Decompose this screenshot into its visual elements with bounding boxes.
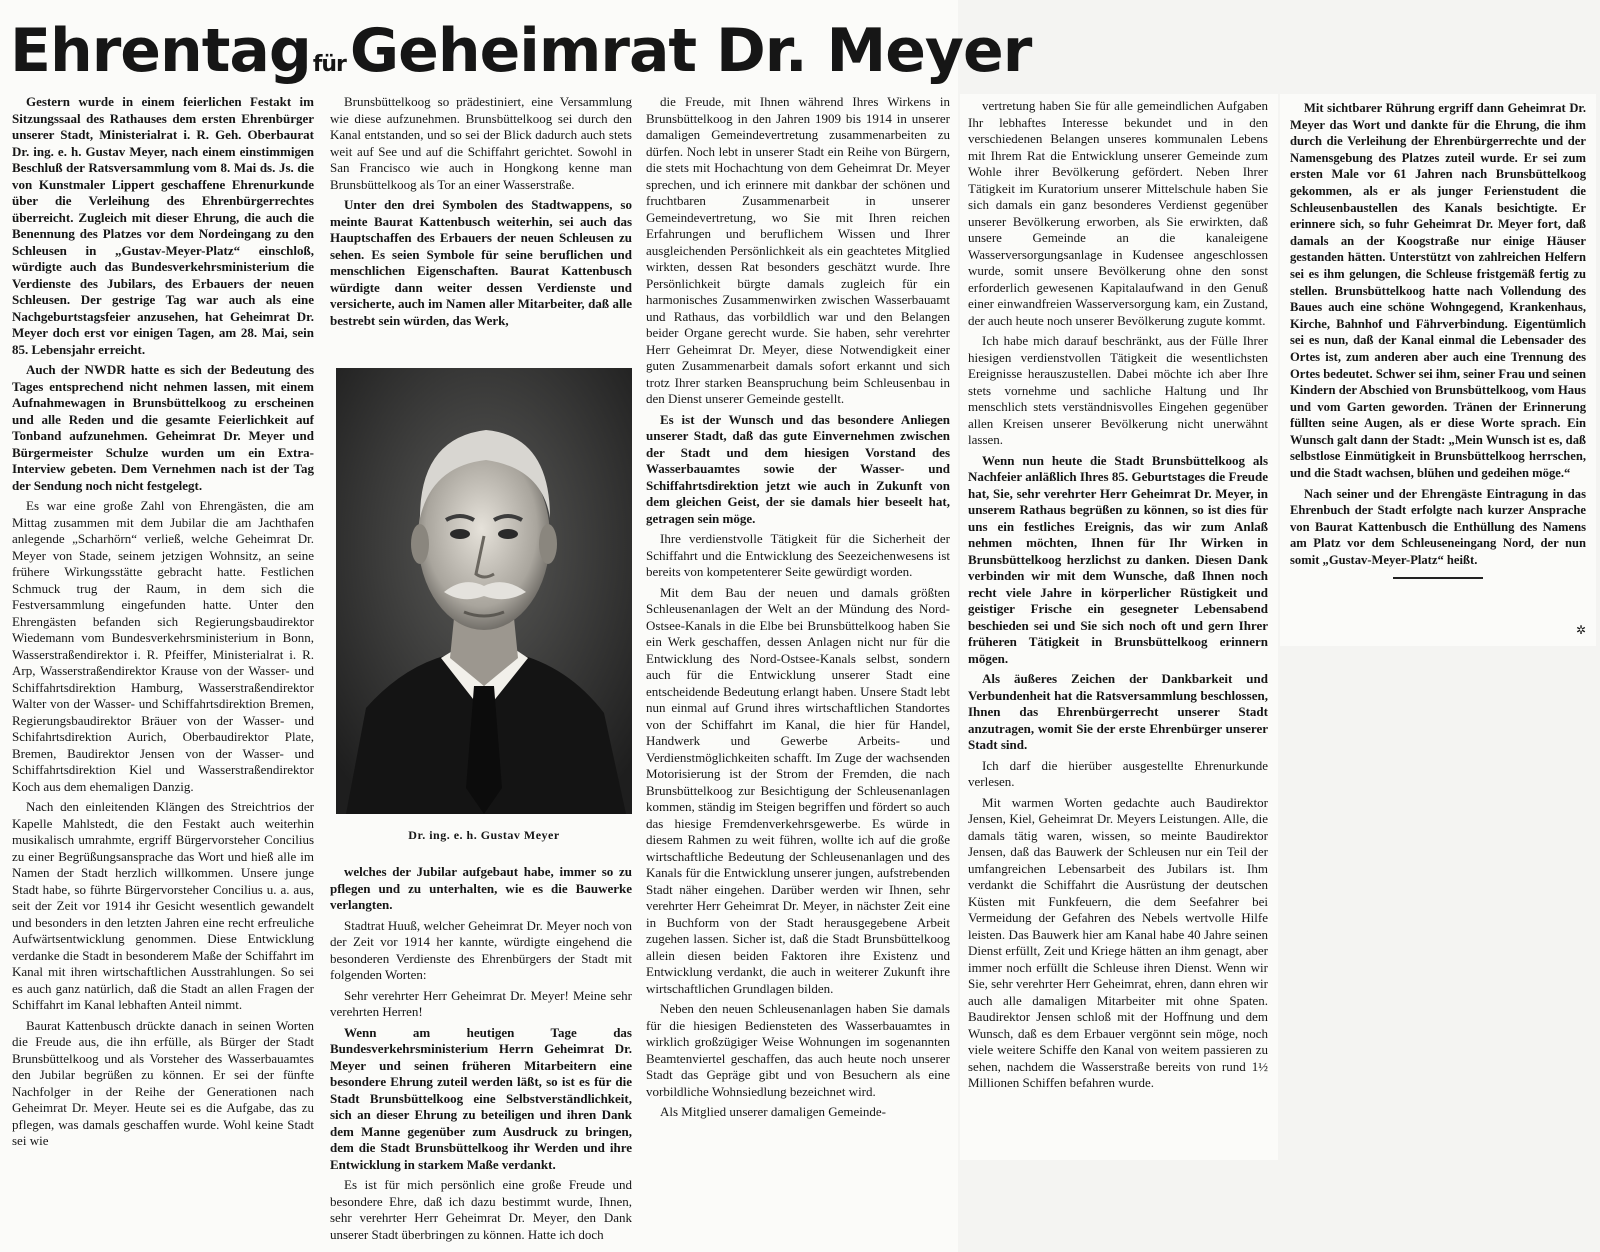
paragraph: Es ist für mich persönlich eine große Freude und besondere Ehre, daß ich dazu bestimmt wurde, Ihnen, sehr verehrter Herr Geheimrat Dr. Meyer, den Dank unserer Stadt überbringen zu können. Hatte ich doch: [330, 1177, 632, 1242]
headline: [10, 12, 1032, 90]
column-2-top: [330, 94, 632, 360]
paragraph: Auch der NWDR hatte es sich der Bedeutung des Tages entsprechend nicht nehmen lassen, mit einem Aufnahmewagen in Brunsbüttelkoog zu erscheinen und alle Reden und die gesamte Feierlichkeit auf Tonband aufzunehmen. Geheimrat Dr. Meyer und Bürgermeister Schulze wurden um ein Extra-Interview gebeten. Dem Vernehmen nach ist der Tag der Sendung noch nicht festgelegt.: [12, 362, 314, 493]
paragraph: Als Mitglied unserer damaligen Gemeinde-: [660, 1104, 886, 1119]
column-2-bottom: [330, 864, 632, 1244]
paragraph: Mit sichtbarer Rührung ergriff dann Geheimrat Dr. Meyer das Wort und dankte für die Ehrung, die ihm durch die Verleihung der Ehrenbürgerrechte und der Namensgebung des Platzes zuteil wurde. Er sei zum ersten Male vor 61 Jahren nach Brunsbüttelkoog gekommen, als er als junger Ferienstudent die Schleusenbaustellen des Kanals besichtigte. Er erinnere sich, so fuhr Geheimrat Dr. Meyer fort, daß damals an der Koogstraße nur einige Häuser gestanden hätten. Unterstützt von zahlreichen Helfern sei es ihm gelungen, die Schleuse fristgemäß fertig zu stellen. Brunsbüttelkoog hatte nach Vollendung des Baues auch eine schöne Wohngegend, Krankenhaus, Kirche, Bahnhof und Fährverbindung. Eigentümlich sei es nun, daß der Kanal einmal die Lebensader des Ortes ist, zum anderen aber auch eine Trennung des Ortes bedeutet. Schwer sei ihm, seiner Frau und seinen Kindern der Abschied von Brunsbüttelkoog, vom Haus und vom Garten geworden. Tränen der Erinnerung füllten seine Augen, als er diese Worte sprach. Ein Wunsch galt dann der Stadt: „Mein Wunsch ist es, daß selbstlose Einmütigkeit in Brunsbüttelkoog herrschen, und die Stadt wachsen, blühen und gedeihen möge.“: [1290, 101, 1586, 481]
photo-caption: Dr. ing. e. h. Gustav Meyer: [408, 828, 560, 842]
newspaper-clipping-column-5: [1280, 94, 1596, 646]
portrait-photo: [336, 368, 632, 814]
paragraph: Ihre verdienstvolle Tätigkeit für die Sicherheit der Schiffahrt und die Entwicklung des Seezeichenwesens ist bereits von kompetenterer Seite gewürdigt worden.: [646, 531, 950, 579]
paragraph: Unter den drei Symbolen des Stadtwappens, so meinte Baurat Kattenbusch weiterhin, sei auch das Hauptschaffen des Erbauers der neuen Schleusen zu sehen. Es seien Symbole für seine beruflichen und menschlichen Eigenschaften. Baurat Kattenbusch würdigte dann weiter dessen Verdienste und versicherte, auch im Namen aller Mitarbeiter, daß alle bestrebt sein würden, das Werk,: [330, 197, 632, 328]
paragraph: Brunsbüttelkoog so prädestiniert, eine Versammlung wie diese aufzunehmen. Brunsbüttelkoog sei durch den Kanal entstanden, und so sei der Blick dadurch auch stets weit auf See und auf die Schiffahrt gerichtet. Sowohl in San Francisco wie auch in Hongkong kenne man Brunsbüttelkoog als Tor an einer Wasserstraße.: [330, 94, 632, 192]
headline-part1: Ehrentag: [10, 16, 311, 86]
paragraph: vertretung haben Sie für alle gemeindlichen Aufgaben Ihr lebhaftes Interesse bekundet und in den verschiedenen Belangen unseres kommunalen Lebens mit Ihrem Rat die Entwicklung unserer Gemeinde zum Wohle ihrer Bevölkerung gefördert. Neben Ihrer Tätigkeit im Kuratorium unserer Mittelschule haben Sie sich damals ein ganz besonderes Verdienst gegenüber unserer Bevölkerung erworben, als Sie erwirkten, daß unsere Gemeinde an die kanaleigene Wasserversorgungsanlage in Kudensee angeschlossen wurde, somit unsere Bevölkerung ohne den sonst erforderlich gewesenen Kapitalaufwand in den Genuß einer einwandfreien Wasserversorgung kam, ein Zustand, der auch heute noch unserer Bevölkerung zugute kommt.: [968, 98, 1268, 328]
end-rule: [1393, 577, 1483, 579]
paragraph: Gestern wurde in einem feierlichen Festakt im Sitzungssaal des Rathauses dem ersten Ehrenbürger unserer Stadt, Ministerialrat i. R. Geh. Oberbaurat Dr. ing. e. h. Gustav Meyer, nach einem einstimmigen Beschluß der Ratsversammlung vom 8. Mai ds. Js. die von Kunstmaler Lippert geschaffene Ehrenurkunde über die Verleihung des Ehrenbürgerrechtes überreicht. Zugleich mit dieser Ehrung, die auch die Benennung des Platzes vor dem Nordeingang zu den Schleusen in „Gustav-Meyer-Platz“ einschloß, würdigte auch das Bundesverkehrsministerium die Verdienste des Jubilars, des Erbauers der neuen Schleusen. Der gestrige Tag war auch als eine Nachgeburtstagsfeier anzusehen, hat Geheimrat Dr. Meyer doch erst vor einigen Tagen, am 28. Mai, sein 85. Lebensjahr erreicht.: [12, 94, 314, 357]
column-5: [1290, 100, 1586, 640]
newspaper-clipping-column-4: [960, 94, 1278, 1160]
paragraph: Sehr verehrter Herr Geheimrat Dr. Meyer! Meine sehr verehrten Herren!: [330, 987, 632, 1019]
paragraph: Stadtrat Huuß, welcher Geheimrat Dr. Meyer noch von der Zeit vor 1914 her kannte, würdigte eingehend die besonderen Verdienste des Ehrenbürgers der Stadt mit folgenden Worten:: [330, 917, 632, 982]
paragraph: Nach seiner und der Ehrengäste Eintragung in das Ehrenbuch der Stadt erfolgte nach kurzer Ansprache von Baurat Kattenbusch die Enthüllung des Namens am Platz vor dem Schleuseneingang Nord, der nun somit „Gustav-Meyer-Platz“ heißt.: [1290, 486, 1586, 568]
headline-part2: Geheimrat Dr. Meyer: [349, 16, 1032, 86]
paragraph: Nach den einleitenden Klängen des Streichtrios der Kapelle Mahlstedt, die den Festakt auch weiterhin musikalisch umrahmte, ergriff Bürgervorsteher Concilius zu einer Begrüßungsansprache das Wort und hieß alle im Namen der Stadt herzlich willkommen. Unsere junge Stadt habe, so führte Bürgervorsteher Concilius u. a. aus, seit der Zeit vor 1914 ihr Gesicht wesentlich gewandelt und besonders in den letzten Jahren eine recht erfreuliche Aufwärtsentwicklung genommen. Diese Entwicklung verdanke die Stadt in besonderem Maße der Schiffahrt im Kanal mit ihren wirtschaftlichen Ausstrahlungen. So sei es auch ganz natürlich, daß die Stadt an allen Fragen der Schiffahrt im Kanal lebhaften Anteil nimmt.: [12, 799, 314, 1012]
paragraph: Ich darf die hierüber ausgestellte Ehrenurkunde verlesen.: [968, 757, 1268, 789]
column-3: [646, 94, 950, 1244]
headline-connector: für: [312, 52, 346, 77]
paragraph: Ich habe mich darauf beschränkt, aus der Fülle Ihrer hiesigen verdienstvollen Tätigkeit die wesentlichsten Ereignisse herauszustellen. Dabei möchte ich aber Ihre stets vornehme und sachliche Haltung und Ihr menschlich stets verständnisvolles Eingehen gegenüber allen Kreisen unserer Bevölkerung nicht unerwähnt lassen.: [968, 333, 1268, 447]
end-mark: ✲: [1575, 623, 1586, 637]
paragraph: Baurat Kattenbusch drückte danach in seinen Worten die Freude aus, die ihn erfülle, als Bürger der Stadt Brunsbüttelkoog und als Vorsteher des Wasserbauamtes den Jubilar begrüßen zu können. Er sei der fünfte Nachfolger in der Reihe der Generationen nach Geheimrat Dr. Meyer. Heute sei es die Aufgabe, das zu pflegen, was damals geschaffen wurde. Wohl keine Stadt sei wie: [12, 1017, 314, 1148]
portrait-image: [336, 368, 632, 814]
column-1: [12, 94, 314, 1244]
paragraph: Mit dem Bau der neuen und damals größten Schleusenanlagen der Welt an der Mündung des Nord-Ostsee-Kanals in die Elbe bei Brunsbüttelkoog haben Sie ein Werk geschaffen, dessen Anlagen nicht nur für die Entwicklung des Nord-Ostsee-Kanals selbst, sondern auch für die Entwicklung unserer Stadt eine entscheidende Bedeutung erlangt haben. Unsere Stadt lebt nun einmal auf Grund ihres wirtschaftlichen Standortes von der Schiffahrt im Kanal, die hier für Handel, Handwerk und Gewerbe Arbeits- und Verdienstmöglichkeiten schafft. Im Zuge der wachsenden Motorisierung ist der Strom der Fremden, die nach Brunsbüttelkoog zur Besichtigung der Schleusenanlagen kommen, ständig im Steigen begriffen und fördert so auch das hiesige Fremdenverkehrsgewerbe. Es würde in diesem Rahmen zu weit führen, wollte ich auf die große wirtschaftliche Bedeutung der Schleusenanlagen und des Kanals für die Entwicklung unserer jungen, aufstrebenden Stadt näher eingehen. Darüber werden wir Ihnen, sehr verehrter Herr Geheimrat Dr. Meyer, in nächster Zeit eine in Buchform von der Stadt herausgegebene Arbeit zugehen lassen. Sicher ist, daß die Stadt Brunsbüttelkoog allein diesen beiden Faktoren ihre Existenz und Entwicklung verdankt, die auch in weiterer Zukunft ihre wirtschaftlichen Grundlagen bilden.: [646, 584, 950, 996]
paragraph: Mit warmen Worten gedachte auch Baudirektor Jensen, Kiel, Geheimrat Dr. Meyers Leistungen. Alle, die damals tätig waren, wissen, so meinte Baudirektor Jensen, daß das Bauwerk der Schleusen nur ein Teil der umfangreichen Lebensarbeit des Jubilars ist. Ihm verdankt die Schiffahrt die Ausrüstung der deutschen Küsten mit Funkfeuern, die dem Seefahrer bei Vermeidung der Gefahren des Nebels wertvolle Hilfe leisten. Das Bauwerk hier am Kanal habe 40 Jahre seinen Dienst erfüllt, Zeit und Kriege hätten an ihm genagt, aber immer noch erfüllt die Schleuse ihren Dienst. Wenn wir Sie, sehr verehrter Herr Geheimrat, ehren, dann ehren wir auch alle damaligen Mitarbeiter mit ohne Spaten. Baudirektor Jensen schloß mit der Hoffnung und dem Wunsch, daß es dem Erbauer vergönnt sein möge, noch viele weitere Schiffe den Kanal von weitem passieren zu sehen, nachdem die Wasserstraße bereits von rund 1½ Millionen Schiffen befahren wurde.: [968, 794, 1268, 1090]
paragraph: Neben den neuen Schleusenanlagen haben Sie damals für die hiesigen Bediensteten des Wasserbauamtes in wirklich großzügiger Weise Wohnungen im sogenannten Beamtenviertel geschaffen, das auch heute noch unserer Stadt das Gepräge gibt und von Besuchern als eine vorbildliche Wohnsiedlung bezeichnet wird.: [646, 1001, 950, 1099]
paragraph: Wenn nun heute die Stadt Brunsbüttelkoog als Nachfeier anläßlich Ihres 85. Geburtstages die Freude hat, Sie, sehr verehrter Herr Geheimrat Dr. Meyer, in unserem Rathaus begrüßen zu können, so ist dies für uns ein festliches Ereignis, das wir zum Anlaß nehmen möchten, Ihnen für Ihr Wirken in Brunsbüttelkoog herzlichst zu danken. Diesen Dank verbinden wir mit dem Wunsche, daß Ihnen noch recht viele Jahre in körperlicher Rüstigkeit und geistiger Frische ein gesegneter Lebensabend beschieden sei und Sie sich noch oft und gern Ihrer früheren Tätigkeit in Brunsbüttelkoog erinnern mögen.: [968, 452, 1268, 666]
paragraph: Es war eine große Zahl von Ehrengästen, die am Mittag zusammen mit dem Jubilar die am Jachthafen anlegende „Scharhörn“ verließ, welche Geheimrat Dr. Meyer von Stade, seinem jetzigen Wohnsitz, an seine frühere Wirkungsstätte gebracht hatte. Festlichen Schmuck trug der Raum, in dem sich die Festversammlung eingefunden hatte. Unter den Ehrengästen befanden sich Regierungsbaudirektor Wiedemann vom Bundesverkehrsministerium in Bonn, Wasserstraßendirektor i. R. Pfeiffer, Ministerialrat i. R. Arp, Wasserstraßendirektor Krause von der Wasser- und Schiffahrtsdirektion Hamburg, Wasserstraßendirektor Walter von der Wasser- und Schiffahrtsdirektion Bremen, Regierungsbaudirektor Bräuer von der Wasser- und Schifahrtsdirektion Aurich, Oberbaudirektor Plate, Bremen, Baudirektor Jensen von der Wasser- und Schiffahrtsdirektion Kiel und Wasserstraßendirektor Koch aus dem ehemaligen Danzig.: [12, 498, 314, 794]
paragraph: die Freude, mit Ihnen während Ihres Wirkens in Brunsbüttelkoog in den Jahren 1909 bis 1914 in unserer damaligen Gemeindevertretung zusammenarbeiten zu dürfen. Noch lebt in unserer Stadt ein Reihe von Bürgern, die stets mit Hochachtung von dem Geheimrat Dr. Meyer sprechen, und ich erinnere mit dankbar der schönen und fruchtbaren Zusammenarbeit in unserer Gemeindevertretung, wo Sie mit Ihren reichen Erfahrungen und beruflichem Wissen und Ihrer ausgleichenden Persönlichkeit als ein geachtetes Mitglied wirkten, dessen Rat besonders geschätzt wurde. Ihre Persönlichkeit bürgte damals zugleich für ein harmonisches Zusammenwirken zwischen Wasserbauamt und Rathaus, das vorbildlich war und den Belangen beider Organe gerecht wurde. Sie haben, sehr verehrter Herr Geheimrat Dr. Meyer, diese Notwendigkeit einer guten Zusammenarbeit damals sofort erkannt und sich trotz Ihrer starken Beanspruchung beim Schleusenbau in den Dienst unserer Gemeinde gestellt.: [646, 94, 950, 406]
paragraph: Es ist der Wunsch und das besondere Anliegen unserer Stadt, daß das gute Einvernehmen zwischen der Stadt und dem hiesigen Vorstand des Wasserbauamtes sowie der Wasser- und Schiffahrtsdirektion jetzt wie auch in Zukunft von dem gleichen Geist, der sie damals hier beseelt hat, getragen sein möge.: [646, 411, 950, 526]
paragraph: Als äußeres Zeichen der Dankbarkeit und Verbundenheit hat die Ratsversammlung beschlossen, Ihnen das Ehrenbürgerrecht unserer Stadt anzutragen, womit Sie der erste Ehrenbürger unserer Stadt sind.: [968, 671, 1268, 752]
paragraph: welches der Jubilar aufgebaut habe, immer so zu pflegen und zu unterhalten, wie es die Bauwerke verlangten.: [330, 864, 632, 912]
column-4: [968, 98, 1268, 1158]
paragraph: Wenn am heutigen Tage das Bundesverkehrsministerium Herrn Geheimrat Dr. Meyer und seinen früheren Mitarbeitern eine besondere Ehrung zuteil werden läßt, so ist es für die Stadt Brunsbüttelkoog eine Selbstverständlichkeit, sich an dieser Ehrung zu beteiligen und ihren Dank dem Manne gegenüber zum Ausdruck zu bringen, dem die Stadt Brunsbüttelkoog ihr Werden und ihre Entwicklung in starkem Maße verdankt.: [330, 1024, 632, 1172]
